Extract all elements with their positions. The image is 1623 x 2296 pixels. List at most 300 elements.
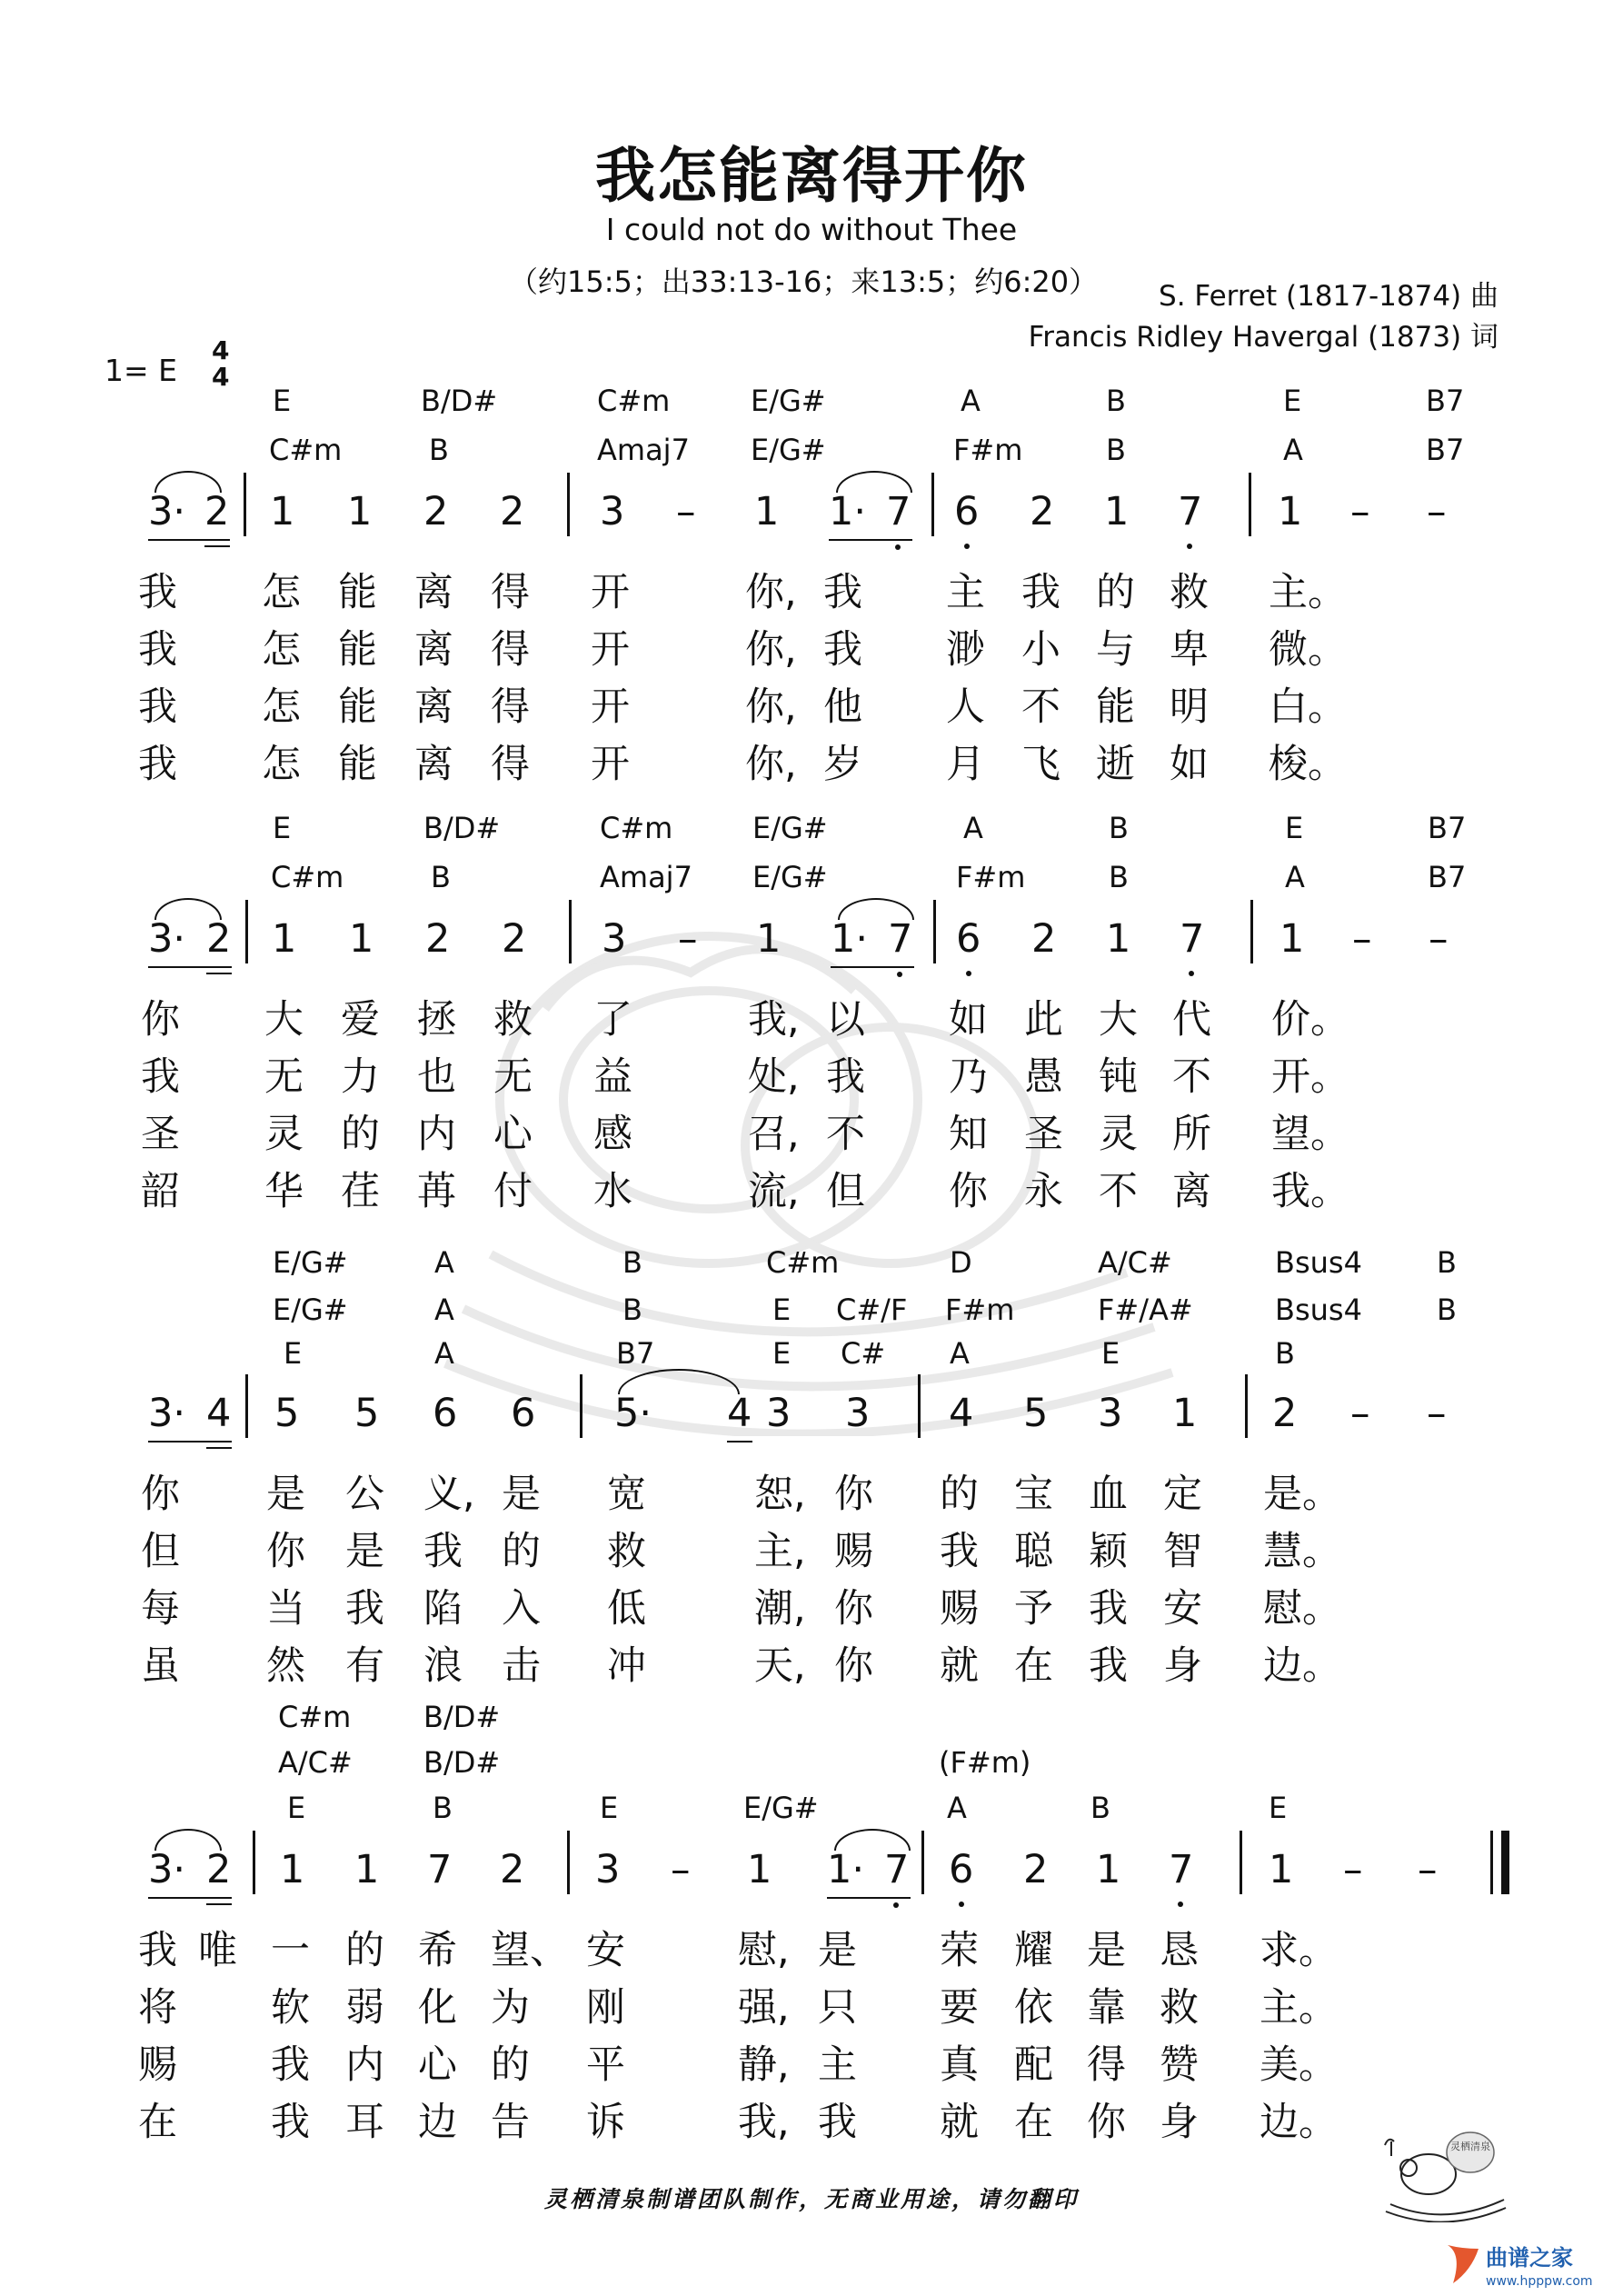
lyric: 你 <box>834 1586 873 1632</box>
lyric: 流, <box>748 1169 800 1214</box>
note: 2 <box>1023 1847 1049 1892</box>
lyric: 求。 <box>1260 1928 1338 1973</box>
lyric: 虽 <box>141 1643 180 1689</box>
lyric: 你 <box>1087 2100 1126 2145</box>
lamb-stamp-icon <box>1372 2118 1508 2222</box>
note: 1 <box>756 916 782 962</box>
barline <box>1250 900 1253 963</box>
site-logo[interactable] <box>1440 2238 1613 2291</box>
underline-sixteenth <box>206 973 232 974</box>
lyric: 主 <box>818 2042 857 2088</box>
lyric: 渺 <box>946 627 985 673</box>
barline <box>1245 1374 1248 1438</box>
underline-sixteenth <box>204 545 230 547</box>
lyric: 能 <box>1096 684 1135 730</box>
lyric: 荏 <box>341 1169 380 1214</box>
lyric: 定 <box>1163 1472 1202 1517</box>
lyric: 我 <box>138 1928 177 1973</box>
lyric: 有 <box>345 1643 384 1689</box>
chord: A <box>947 1791 967 1825</box>
lyric: 要 <box>940 1985 979 2031</box>
chord: B7 <box>616 1336 655 1371</box>
lyric: 主, <box>754 1529 806 1574</box>
note: 5· <box>614 1391 652 1436</box>
note: 1 <box>1106 916 1131 962</box>
lyric: 白。 <box>1269 684 1347 730</box>
underline-sixteenth <box>206 1447 232 1449</box>
chord: E <box>600 1791 619 1825</box>
lyric: 慧。 <box>1263 1529 1341 1574</box>
chord: F#m <box>953 433 1023 467</box>
barline <box>244 473 246 536</box>
lyric: 静, <box>738 2042 790 2088</box>
note: 2 <box>423 489 449 534</box>
note: 2 <box>206 1847 232 1892</box>
lyric: 此 <box>1024 997 1063 1043</box>
note: 1 <box>754 489 780 534</box>
note: 3· <box>148 916 186 962</box>
note: 2 <box>425 916 451 962</box>
lyric: 心 <box>418 2042 457 2088</box>
lyric: 为 <box>491 1985 530 2031</box>
underline-eighth <box>148 1897 232 1899</box>
lyric: 安 <box>586 1928 625 1973</box>
lyric: 我 <box>141 1054 180 1100</box>
lyric: 大 <box>1099 997 1138 1043</box>
octave-dot-below <box>959 1902 964 1907</box>
lyric: 召, <box>748 1112 800 1157</box>
note: 1 <box>1172 1391 1198 1436</box>
lyric: 软 <box>271 1985 310 2031</box>
lyric: 灵 <box>264 1112 304 1157</box>
lyric: 离 <box>414 627 453 673</box>
lyric: 卑 <box>1170 627 1209 673</box>
chord: A <box>1285 860 1305 894</box>
lyric: 我 <box>1089 1586 1128 1632</box>
time-signature-bottom: 4 <box>212 362 230 392</box>
lyric: 赐 <box>138 2042 177 2088</box>
lyric: 得 <box>491 684 530 730</box>
lyric: 是。 <box>1263 1472 1341 1517</box>
chord: E/G# <box>752 811 828 845</box>
lyric: 但 <box>826 1169 865 1214</box>
lyric: 心 <box>493 1112 533 1157</box>
lyric: 我 <box>271 2042 310 2088</box>
lyric: 血 <box>1089 1472 1128 1517</box>
note: 1 <box>280 1847 305 1892</box>
lyric: 怎 <box>262 570 301 615</box>
footer-note: 灵栖清泉制谱团队制作，无商业用途，请勿翻印 <box>543 2186 1079 2212</box>
lyric: 如 <box>1170 742 1209 787</box>
lyric: 开。 <box>1271 1054 1349 1100</box>
lyric: 救 <box>607 1529 646 1574</box>
lyric: 的 <box>502 1529 541 1574</box>
note: 4 <box>206 1391 232 1436</box>
octave-dot-below <box>1189 971 1194 976</box>
note: 2 <box>500 1847 525 1892</box>
lyric: 苒 <box>417 1169 456 1214</box>
note: 2 <box>1272 1391 1298 1436</box>
chord: (F#m) <box>939 1745 1031 1780</box>
chord: B <box>429 433 449 467</box>
chord: A <box>950 1336 970 1371</box>
barline <box>245 900 248 963</box>
lyric: 聪 <box>1014 1529 1053 1574</box>
lyric: 与 <box>1096 627 1135 673</box>
chord: C#m <box>597 384 671 418</box>
chord: B7 <box>1426 384 1465 418</box>
lyric: 得 <box>491 570 530 615</box>
lyric: 能 <box>338 742 377 787</box>
lyric: 永 <box>1024 1169 1063 1214</box>
chord: A <box>963 811 983 845</box>
lyric: 的 <box>491 2042 530 2088</box>
lyric: 他 <box>823 684 862 730</box>
chord: B <box>431 860 451 894</box>
chord: B/D# <box>423 1700 501 1734</box>
lyric: 我, <box>748 997 800 1043</box>
octave-dot-below <box>895 544 901 550</box>
note: 3 <box>1098 1391 1123 1436</box>
chord: F#/A# <box>1098 1293 1193 1327</box>
chord: E/G# <box>743 1791 819 1825</box>
lyric: 明 <box>1170 684 1209 730</box>
lyric: 我 <box>823 627 862 673</box>
lyric: 离 <box>414 570 453 615</box>
lyric: 救 <box>1160 1985 1199 2031</box>
lyric: 恳 <box>1160 1928 1199 1973</box>
lyric: 望。 <box>1271 1112 1349 1157</box>
note: 2 <box>206 916 232 962</box>
octave-dot-below <box>1178 1902 1183 1907</box>
lyric: 我, <box>738 2100 790 2145</box>
lyric: 希 <box>418 1928 457 1973</box>
note: 1 <box>1269 1847 1294 1892</box>
lyric: 得 <box>491 627 530 673</box>
chord: B/D# <box>423 1745 501 1780</box>
note: 6 <box>433 1391 458 1436</box>
chord: A <box>434 1336 454 1371</box>
chord: B <box>1106 384 1126 418</box>
note: 1· <box>831 916 869 962</box>
lyric: 不 <box>1172 1054 1211 1100</box>
lyric: 我 <box>1021 570 1060 615</box>
chord: E <box>284 1336 303 1371</box>
lyric: 我 <box>138 742 177 787</box>
chord: B7 <box>1426 433 1465 467</box>
lyric: 钝 <box>1099 1054 1138 1100</box>
final-barline-thick <box>1501 1831 1509 1894</box>
lyric: 救 <box>493 997 533 1043</box>
lyric: 宝 <box>1014 1472 1053 1517</box>
lyric: 无 <box>493 1054 533 1100</box>
lyric: 愚 <box>1024 1054 1063 1100</box>
octave-dot-below <box>897 972 902 977</box>
chord: C#m <box>271 860 344 894</box>
chord: E <box>1285 811 1304 845</box>
note: 6 <box>511 1391 536 1436</box>
lyric: 强, <box>738 1985 790 2031</box>
underline-eighth <box>831 966 914 968</box>
underline-eighth <box>148 1441 232 1442</box>
lyric: 是 <box>1087 1928 1126 1973</box>
note: – <box>1427 489 1447 534</box>
lyric: 陷 <box>423 1586 463 1632</box>
lyric: 开 <box>591 570 630 615</box>
lyric: 逝 <box>1096 742 1135 787</box>
lyric: 梭。 <box>1269 742 1347 787</box>
note: – <box>1350 1391 1370 1436</box>
note: 5 <box>274 1391 300 1436</box>
note: 2 <box>1031 916 1057 962</box>
lyric: 慰。 <box>1263 1586 1341 1632</box>
note: 1 <box>1278 489 1303 534</box>
octave-dot-below <box>1187 544 1192 549</box>
english-subtitle: I could not do without Thee <box>605 212 1018 247</box>
barline <box>253 1831 255 1894</box>
lyric: 爱 <box>341 997 380 1043</box>
note: 1· <box>829 489 867 534</box>
lyric: 低 <box>607 1586 646 1632</box>
chord: B <box>433 1791 453 1825</box>
note: 3· <box>148 1847 186 1892</box>
chord: B <box>622 1245 642 1280</box>
lyric: 内 <box>345 2042 384 2088</box>
lyric: 价。 <box>1271 997 1349 1043</box>
underline-sixteenth <box>206 1903 232 1905</box>
lyric: 但 <box>141 1529 180 1574</box>
lyric: 我 <box>826 1054 865 1100</box>
chord: E/G# <box>751 433 826 467</box>
note: 1 <box>747 1847 772 1892</box>
lyric: 韶 <box>141 1169 180 1214</box>
note: 2 <box>502 916 527 962</box>
lyric: 的 <box>341 1112 380 1157</box>
lyric: 圣 <box>1024 1112 1063 1157</box>
lyric: 付 <box>493 1169 533 1214</box>
lyric: 圣 <box>141 1112 180 1157</box>
lyric: 的 <box>1096 570 1135 615</box>
lyric: 离 <box>1172 1169 1211 1214</box>
chord: B <box>1109 811 1129 845</box>
lyric: 刚 <box>586 1985 625 2031</box>
barline <box>580 1374 582 1438</box>
lyric: 得 <box>491 742 530 787</box>
lyric: 是 <box>266 1472 305 1517</box>
lyricist-credit: Francis Ridley Havergal (1873) 词 <box>1028 321 1499 354</box>
note: 1 <box>272 916 297 962</box>
chord: E/G# <box>273 1245 348 1280</box>
site-logo-text: 曲谱之家 <box>1486 2245 1573 2271</box>
chord: A/C# <box>278 1745 353 1780</box>
lyric: 如 <box>949 997 988 1043</box>
chord: D <box>950 1245 972 1280</box>
chord: E <box>1101 1336 1120 1371</box>
lyric: 拯 <box>417 997 456 1043</box>
chord: C# <box>841 1336 886 1371</box>
octave-dot-below <box>966 971 971 976</box>
lyric: 乃 <box>949 1054 988 1100</box>
lyric: 弱 <box>345 1985 384 2031</box>
octave-dot-below <box>964 544 970 549</box>
lyric: 你 <box>834 1643 873 1689</box>
lyric: 能 <box>338 570 377 615</box>
lyric: 靠 <box>1087 1985 1126 2031</box>
note: – <box>1427 1391 1447 1436</box>
lyric: 我 <box>818 2100 857 2145</box>
chord: B7 <box>1428 860 1467 894</box>
note: – <box>1352 916 1372 962</box>
chord: E <box>1269 1791 1288 1825</box>
lyric: 得 <box>1087 2042 1126 2088</box>
octave-dot-below <box>893 1902 899 1908</box>
chord: E <box>287 1791 306 1825</box>
time-signature-top: 4 <box>212 335 230 365</box>
lyric: 身 <box>1160 2100 1199 2145</box>
lyric: 主。 <box>1260 1985 1338 2031</box>
watermark-lamb-icon <box>436 873 1181 1436</box>
note: 4 <box>727 1391 752 1436</box>
note: 1 <box>354 1847 380 1892</box>
note: 6 <box>949 1847 974 1892</box>
lyric: 浪 <box>423 1643 463 1689</box>
note: 4 <box>949 1391 974 1436</box>
lyric: 救 <box>1170 570 1209 615</box>
lyric: 赐 <box>940 1586 979 1632</box>
note: – <box>678 916 698 962</box>
lyric: 你 <box>834 1472 873 1517</box>
lyric: 不 <box>1021 684 1060 730</box>
chord: E/G# <box>751 384 826 418</box>
lyric: 了 <box>593 997 632 1043</box>
lyric: 不 <box>1099 1169 1138 1214</box>
chord: F#m <box>956 860 1026 894</box>
lyric: 知 <box>949 1112 988 1157</box>
lyric: 告 <box>491 2100 530 2145</box>
lyric: 益 <box>593 1054 632 1100</box>
note: 1 <box>349 916 374 962</box>
lyric: 在 <box>1014 1643 1053 1689</box>
chord: B/D# <box>423 811 501 845</box>
note: 1 <box>270 489 295 534</box>
lyric: 感 <box>593 1112 632 1157</box>
lyric: 开 <box>591 627 630 673</box>
lyric: 你 <box>141 997 180 1043</box>
lyric: 在 <box>1014 2100 1053 2145</box>
lyric: 荣 <box>940 1928 979 1973</box>
lyric: 你 <box>141 1472 180 1517</box>
barline <box>567 473 570 536</box>
lyric: 力 <box>341 1054 380 1100</box>
chord: C#m <box>269 433 343 467</box>
lyric: 每 <box>141 1586 180 1632</box>
lyric: 不 <box>826 1112 865 1157</box>
chord: E <box>772 1336 792 1371</box>
barline <box>931 473 934 536</box>
barline <box>1240 1831 1242 1894</box>
lyric: 我 <box>1089 1643 1128 1689</box>
lyric: 一 <box>271 1928 310 1973</box>
chord: E/G# <box>752 860 828 894</box>
note: 3 <box>845 1391 871 1436</box>
barline <box>933 900 936 963</box>
chord: B <box>1437 1245 1457 1280</box>
lyric: 小 <box>1021 627 1060 673</box>
underline-eighth <box>727 1441 752 1442</box>
lyric: 边。 <box>1263 1643 1341 1689</box>
note: 1 <box>1279 916 1305 962</box>
note: 1 <box>347 489 373 534</box>
lyric: 我 <box>138 684 177 730</box>
lyric: 公 <box>345 1472 384 1517</box>
note: 3 <box>602 916 627 962</box>
note: 3· <box>148 1391 186 1436</box>
note: 5 <box>1023 1391 1049 1436</box>
lyric: 我 <box>823 570 862 615</box>
chord: A <box>434 1245 454 1280</box>
lyric: 化 <box>418 1985 457 2031</box>
note: 6 <box>956 916 981 962</box>
lyric: 赐 <box>834 1529 873 1574</box>
lyric: 耳 <box>345 2100 384 2145</box>
note: – <box>671 1847 691 1892</box>
lyric: 平 <box>586 2042 625 2088</box>
song-title: 我怎能离得开你 <box>595 141 1028 211</box>
note: 1· <box>827 1847 865 1892</box>
note: 1 <box>1096 1847 1121 1892</box>
lyric: 你, <box>745 627 797 673</box>
lyric: 月 <box>946 742 985 787</box>
lyric: 将 <box>138 1985 177 2031</box>
chord: F#m <box>945 1293 1015 1327</box>
underline-eighth <box>148 966 232 968</box>
chord: B <box>1109 860 1129 894</box>
chord: C#/F <box>836 1293 908 1327</box>
note: – <box>1429 916 1449 962</box>
lyric: 恕, <box>754 1472 806 1517</box>
lyric: 冲 <box>607 1643 646 1689</box>
chord: Amaj7 <box>597 433 690 467</box>
chord: E <box>1283 384 1302 418</box>
lyric: 处, <box>748 1054 800 1100</box>
note: 7 <box>886 489 911 534</box>
underline-eighth <box>827 1897 911 1899</box>
lyric: 灵 <box>1099 1112 1138 1157</box>
lyric: 当 <box>266 1586 305 1632</box>
lyric: 内 <box>417 1112 456 1157</box>
barline <box>918 1374 921 1438</box>
lyric: 边。 <box>1260 2100 1338 2145</box>
lyric: 主 <box>946 570 985 615</box>
lyric: 我 <box>423 1529 463 1574</box>
barline <box>569 900 572 963</box>
note: 1 <box>1104 489 1130 534</box>
chord: B <box>622 1293 642 1327</box>
note: – <box>676 489 696 534</box>
lyric: 望、 <box>491 1928 569 1973</box>
lyric: 耀 <box>1014 1928 1053 1973</box>
lyric: 依 <box>1014 1985 1053 2031</box>
stamp-text: 灵栖清泉 <box>1450 2141 1490 2152</box>
lyric: 唯 <box>198 1928 237 1973</box>
chord: A <box>434 1293 454 1327</box>
lyric: 我 <box>138 627 177 673</box>
lyric: 义, <box>423 1472 475 1517</box>
lyric: 是 <box>818 1928 857 1973</box>
chord: B <box>1275 1336 1295 1371</box>
lyric: 潮, <box>754 1586 806 1632</box>
chord: E <box>772 1293 792 1327</box>
